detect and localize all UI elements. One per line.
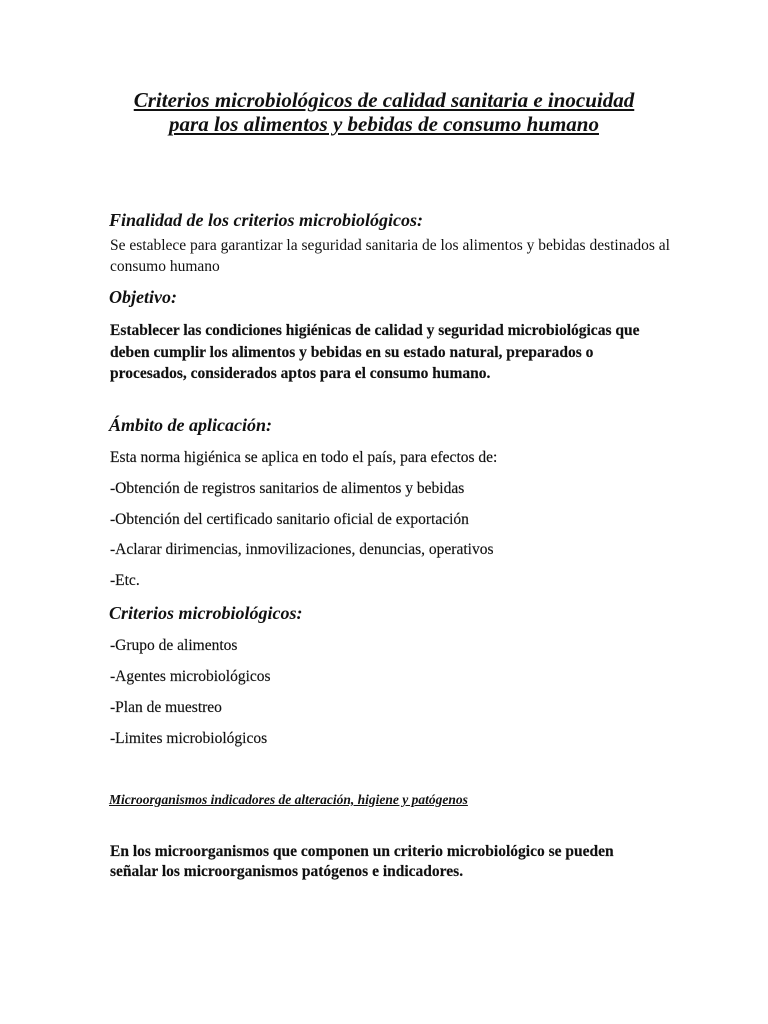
heading-objetivo: Objetivo:: [109, 287, 177, 307]
heading-criterios: Criterios microbiológicos:: [109, 603, 303, 623]
heading-ambito: Ámbito de aplicación:: [109, 415, 272, 435]
list-item: -Plan de muestreo: [110, 699, 222, 716]
list-item: -Grupo de alimentos: [110, 637, 238, 654]
list-item: -Obtención del certificado sanitario oficial de exportación: [110, 511, 469, 528]
paragraph-objetivo: Establecer las condiciones higiénicas de calidad y seguridad microbiológicas que deben cumplir los alimentos y bebidas en su estado natural, preparados o procesados, considerados aptos para el consumo humano.: [110, 322, 640, 382]
document-title: Criterios microbiológicos de calidad sanitaria e inocuidad para los alimentos y bebidas de consumo humano: [133, 88, 635, 136]
list-item: -Obtención de registros sanitarios de alimentos y bebidas: [110, 480, 465, 497]
list-item: -Aclarar dirimencias, inmovilizaciones, denuncias, operativos: [110, 541, 494, 558]
list-item: -Limites microbiológicos: [110, 730, 268, 747]
heading-finalidad: Finalidad de los criterios microbiológicos:: [109, 210, 423, 230]
list-item: -Agentes microbiológicos: [110, 668, 271, 685]
paragraph-ambito-intro: Esta norma higiénica se aplica en todo el país, para efectos de:: [110, 449, 498, 466]
paragraph-microorganismos: En los microorganismos que componen un criterio microbiológico se pueden señalar los microorganismos patógenos e indicadores.: [110, 843, 614, 880]
heading-microorganismos: Microorganismos indicadores de alteración, higiene y patógenos: [109, 792, 468, 807]
paragraph-finalidad: Se establece para garantizar la seguridad sanitaria de los alimentos y bebidas destinados al consumo humano: [110, 237, 670, 275]
list-item: -Etc.: [110, 572, 140, 589]
